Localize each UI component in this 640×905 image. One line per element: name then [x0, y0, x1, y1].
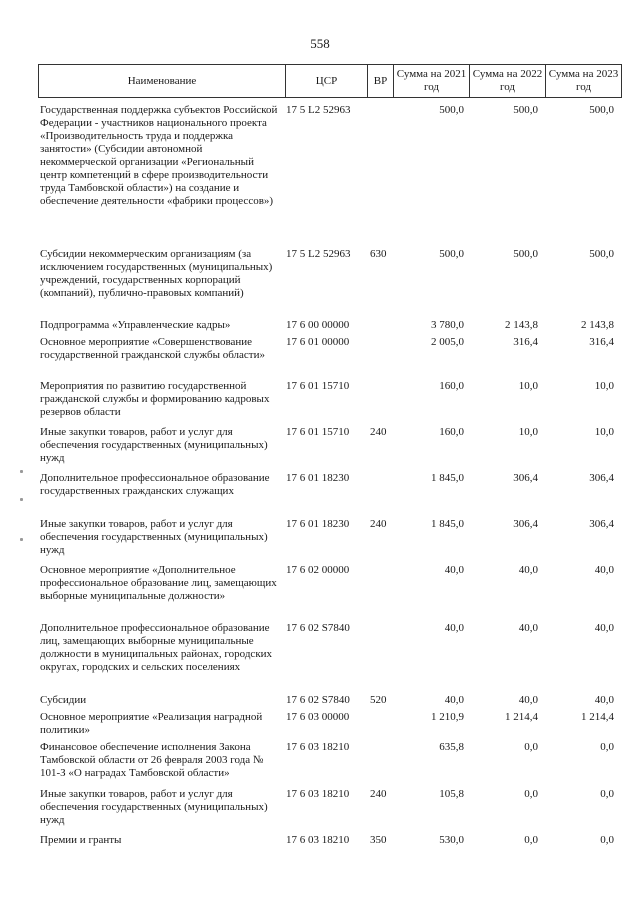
scan-mark: [20, 470, 23, 473]
row-name: Государственная поддержка субъектов Российской Федерации - участников национального проекта «Производительность труда и поддержка занятости» (Субсидии автономной некоммерческой организации «Региональный центр компетенций в сфере производительности труда Тамбовской области») на создание и обеспечение деятельности «фабрики процессов»): [40, 104, 278, 207]
row-name: Основное мероприятие «Совершенствование государственной гражданской службы области»: [40, 336, 266, 361]
row-csr: 17 6 01 18230: [286, 518, 350, 530]
row-sum-2023: 500,0: [589, 248, 614, 260]
header-sum-2021: Сумма на 2021 год: [394, 65, 470, 98]
row-csr: 17 6 01 15710: [286, 380, 350, 392]
row-sum-2023: 0,0: [600, 741, 614, 753]
header-name: Наименование: [39, 65, 286, 98]
row-sum-2023: 10,0: [594, 426, 614, 438]
row-vr: 240: [370, 788, 387, 800]
row-sum-2022: 0,0: [524, 741, 538, 753]
row-name: Мероприятия по развитию государственной гражданской службы и формированию кадровых резервов области: [40, 380, 270, 418]
row-sum-2023: 306,4: [589, 518, 614, 530]
row-name: Премии и гранты: [40, 834, 122, 846]
row-sum-2023: 0,0: [600, 788, 614, 800]
row-name: Субсидии: [40, 694, 87, 706]
row-csr: 17 6 02 00000: [286, 564, 350, 576]
row-csr: 17 6 03 00000: [286, 711, 350, 723]
row-sum-2022: 1 214,4: [505, 711, 538, 723]
row-sum-2021: 40,0: [444, 564, 464, 576]
row-csr: 17 6 02 S7840: [286, 622, 350, 634]
row-sum-2022: 316,4: [513, 336, 538, 348]
row-name: Основное мероприятие «Реализация наградной политики»: [40, 711, 263, 736]
table-header: [38, 64, 622, 98]
row-vr: 630: [370, 248, 387, 260]
row-sum-2021: 1 210,9: [431, 711, 464, 723]
row-sum-2022: 500,0: [513, 104, 538, 116]
row-sum-2021: 500,0: [439, 248, 464, 260]
row-sum-2023: 40,0: [594, 622, 614, 634]
header-sum-2022: Сумма на 2022 год: [470, 65, 546, 98]
row-name: Дополнительное профессиональное образование государственных гражданских служащих: [40, 472, 270, 497]
row-csr: 17 5 L2 52963: [286, 248, 351, 260]
row-sum-2021: 3 780,0: [431, 319, 464, 331]
row-csr: 17 5 L2 52963: [286, 104, 351, 116]
header-vr: ВР: [368, 65, 394, 98]
row-sum-2021: 40,0: [444, 694, 464, 706]
row-csr: 17 6 03 18210: [286, 741, 350, 753]
row-name: Финансовое обеспечение исполнения Закона Тамбовской области от 26 февраля 2003 года № 101-З «О наградах Тамбовской области»: [40, 741, 264, 779]
page-number: 558: [310, 36, 330, 51]
row-vr: 520: [370, 694, 387, 706]
row-csr: 17 6 01 15710: [286, 426, 350, 438]
row-name: Иные закупки товаров, работ и услуг для обеспечения государственных (муниципальных) нужд: [40, 788, 268, 826]
row-sum-2023: 40,0: [594, 694, 614, 706]
row-sum-2022: 10,0: [518, 380, 538, 392]
row-csr: 17 6 00 00000: [286, 319, 350, 331]
row-csr: 17 6 01 00000: [286, 336, 350, 348]
row-sum-2023: 500,0: [589, 104, 614, 116]
row-sum-2022: 500,0: [513, 248, 538, 260]
row-name: Субсидии некоммерческим организациям (за исключением государственных (муниципальных) учреждений, государственных корпораций (компаний), публично-правовых компаний): [40, 248, 273, 299]
header-sum-2023: Сумма на 2023 год: [546, 65, 622, 98]
row-vr: 240: [370, 426, 387, 438]
row-sum-2021: 2 005,0: [431, 336, 464, 348]
scan-mark: [20, 538, 23, 541]
row-sum-2021: 635,8: [439, 741, 464, 753]
row-sum-2023: 316,4: [589, 336, 614, 348]
row-sum-2021: 500,0: [439, 104, 464, 116]
row-sum-2023: 40,0: [594, 564, 614, 576]
row-sum-2022: 40,0: [518, 564, 538, 576]
row-sum-2022: 10,0: [518, 426, 538, 438]
row-csr: 17 6 02 S7840: [286, 694, 350, 706]
row-name: Дополнительное профессиональное образование лиц, замещающих выборные муниципальные должности в муниципальных районах, городских округах, городских и сельских поселениях: [40, 622, 273, 673]
row-sum-2021: 160,0: [439, 380, 464, 392]
row-sum-2022: 306,4: [513, 472, 538, 484]
row-name: Иные закупки товаров, работ и услуг для обеспечения государственных (муниципальных) нужд: [40, 426, 268, 464]
row-sum-2023: 1 214,4: [581, 711, 614, 723]
row-sum-2022: 2 143,8: [505, 319, 538, 331]
row-sum-2021: 105,8: [439, 788, 464, 800]
row-sum-2021: 1 845,0: [431, 518, 464, 530]
row-sum-2022: 0,0: [524, 834, 538, 846]
scan-mark: [20, 498, 23, 501]
row-sum-2021: 40,0: [444, 622, 464, 634]
row-csr: 17 6 03 18210: [286, 788, 350, 800]
row-sum-2023: 2 143,8: [581, 319, 614, 331]
row-csr: 17 6 01 18230: [286, 472, 350, 484]
row-sum-2021: 1 845,0: [431, 472, 464, 484]
row-name: Иные закупки товаров, работ и услуг для обеспечения государственных (муниципальных) нужд: [40, 518, 268, 556]
row-sum-2022: 306,4: [513, 518, 538, 530]
header-csr: ЦСР: [286, 65, 368, 98]
row-name: Подпрограмма «Управленческие кадры»: [40, 319, 231, 331]
row-name: Основное мероприятие «Дополнительное профессиональное образование лиц, замещающих выборные муниципальные должности»: [40, 564, 277, 602]
row-sum-2023: 10,0: [594, 380, 614, 392]
row-sum-2022: 40,0: [518, 694, 538, 706]
row-sum-2022: 0,0: [524, 788, 538, 800]
row-sum-2022: 40,0: [518, 622, 538, 634]
row-csr: 17 6 03 18210: [286, 834, 350, 846]
row-sum-2023: 306,4: [589, 472, 614, 484]
row-sum-2023: 0,0: [600, 834, 614, 846]
row-sum-2021: 530,0: [439, 834, 464, 846]
row-sum-2021: 160,0: [439, 426, 464, 438]
row-vr: 350: [370, 834, 387, 846]
row-vr: 240: [370, 518, 387, 530]
